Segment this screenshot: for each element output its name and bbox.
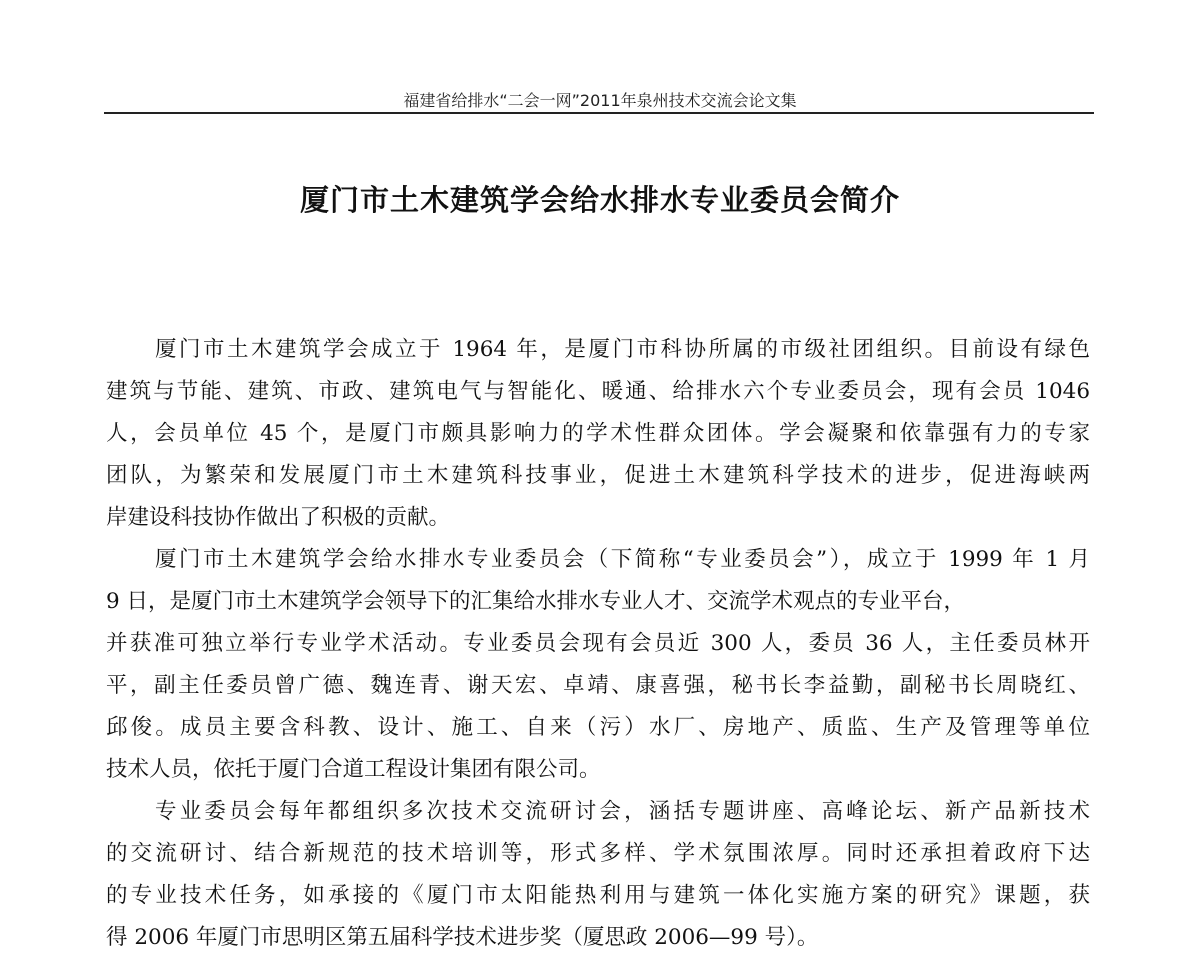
text-line: 建筑与节能、建筑、市政、建筑电气与智能化、暖通、给排水六个专业委员会，现有会员 1046	[106, 379, 1090, 404]
paragraph-2	[106, 539, 1090, 791]
text-line: 9 日，是厦门市土木建筑学会领导下的汇集给水排水专业人才、交流学术观点的专业平台，	[106, 589, 966, 614]
text-line: 的专业技术任务，如承接的《厦门市太阳能热利用与建筑一体化实施方案的研究》课题，获	[106, 883, 1090, 908]
text-line: 厦门市土木建筑学会给水排水专业委员会（下简称“专业委员会”），成立于 1999 年 1 月	[155, 547, 1090, 572]
header-rule	[104, 112, 1094, 114]
text-line: 技术人员，依托于厦门合道工程设计集团有限公司。	[106, 757, 601, 782]
text-line: 得 2006 年厦门市思明区第五届科学技术进步奖（厦思政 2006—99 号）。	[106, 925, 819, 950]
text-line: 并获准可独立举行专业学术活动。专业委员会现有会员近 300 人，委员 36 人，主任委员林开	[106, 631, 1090, 656]
text-line: 厦门市土木建筑学会成立于 1964 年，是厦门市科协所属的市级社团组织。目前设有绿色	[155, 337, 1090, 362]
document-body	[106, 329, 1090, 959]
text-line: 专业委员会每年都组织多次技术交流研讨会，涵括专题讲座、高峰论坛、新产品新技术	[155, 799, 1090, 824]
text-line: 人，会员单位 45 个，是厦门市颇具影响力的学术性群众团体。学会凝聚和依靠强有力的专家	[106, 421, 1090, 446]
text-line: 平，副主任委员曾广德、魏连青、谢天宏、卓靖、康喜强，秘书长李益勤，副秘书长周晓红、	[106, 673, 1090, 698]
paragraph-3	[106, 791, 1090, 959]
document-title: 厦门市土木建筑学会给水排水专业委员会简介	[299, 183, 900, 217]
text-line: 岸建设科技协作做出了积极的贡献。	[106, 505, 451, 530]
text-line: 的交流研讨、结合新规范的技术培训等，形式多样、学术氛围浓厚。同时还承担着政府下达	[106, 841, 1090, 866]
running-header: 福建省给排水“二会一网”2011年泉州技术交流会论文集	[403, 91, 797, 110]
text-line: 邱俊。成员主要含科教、设计、施工、自来（污）水厂、房地产、质监、生产及管理等单位	[106, 715, 1090, 740]
text-line: 团队，为繁荣和发展厦门市土木建筑科技事业，促进土木建筑科学技术的进步，促进海峡两	[106, 463, 1090, 488]
paragraph-1	[106, 329, 1090, 539]
